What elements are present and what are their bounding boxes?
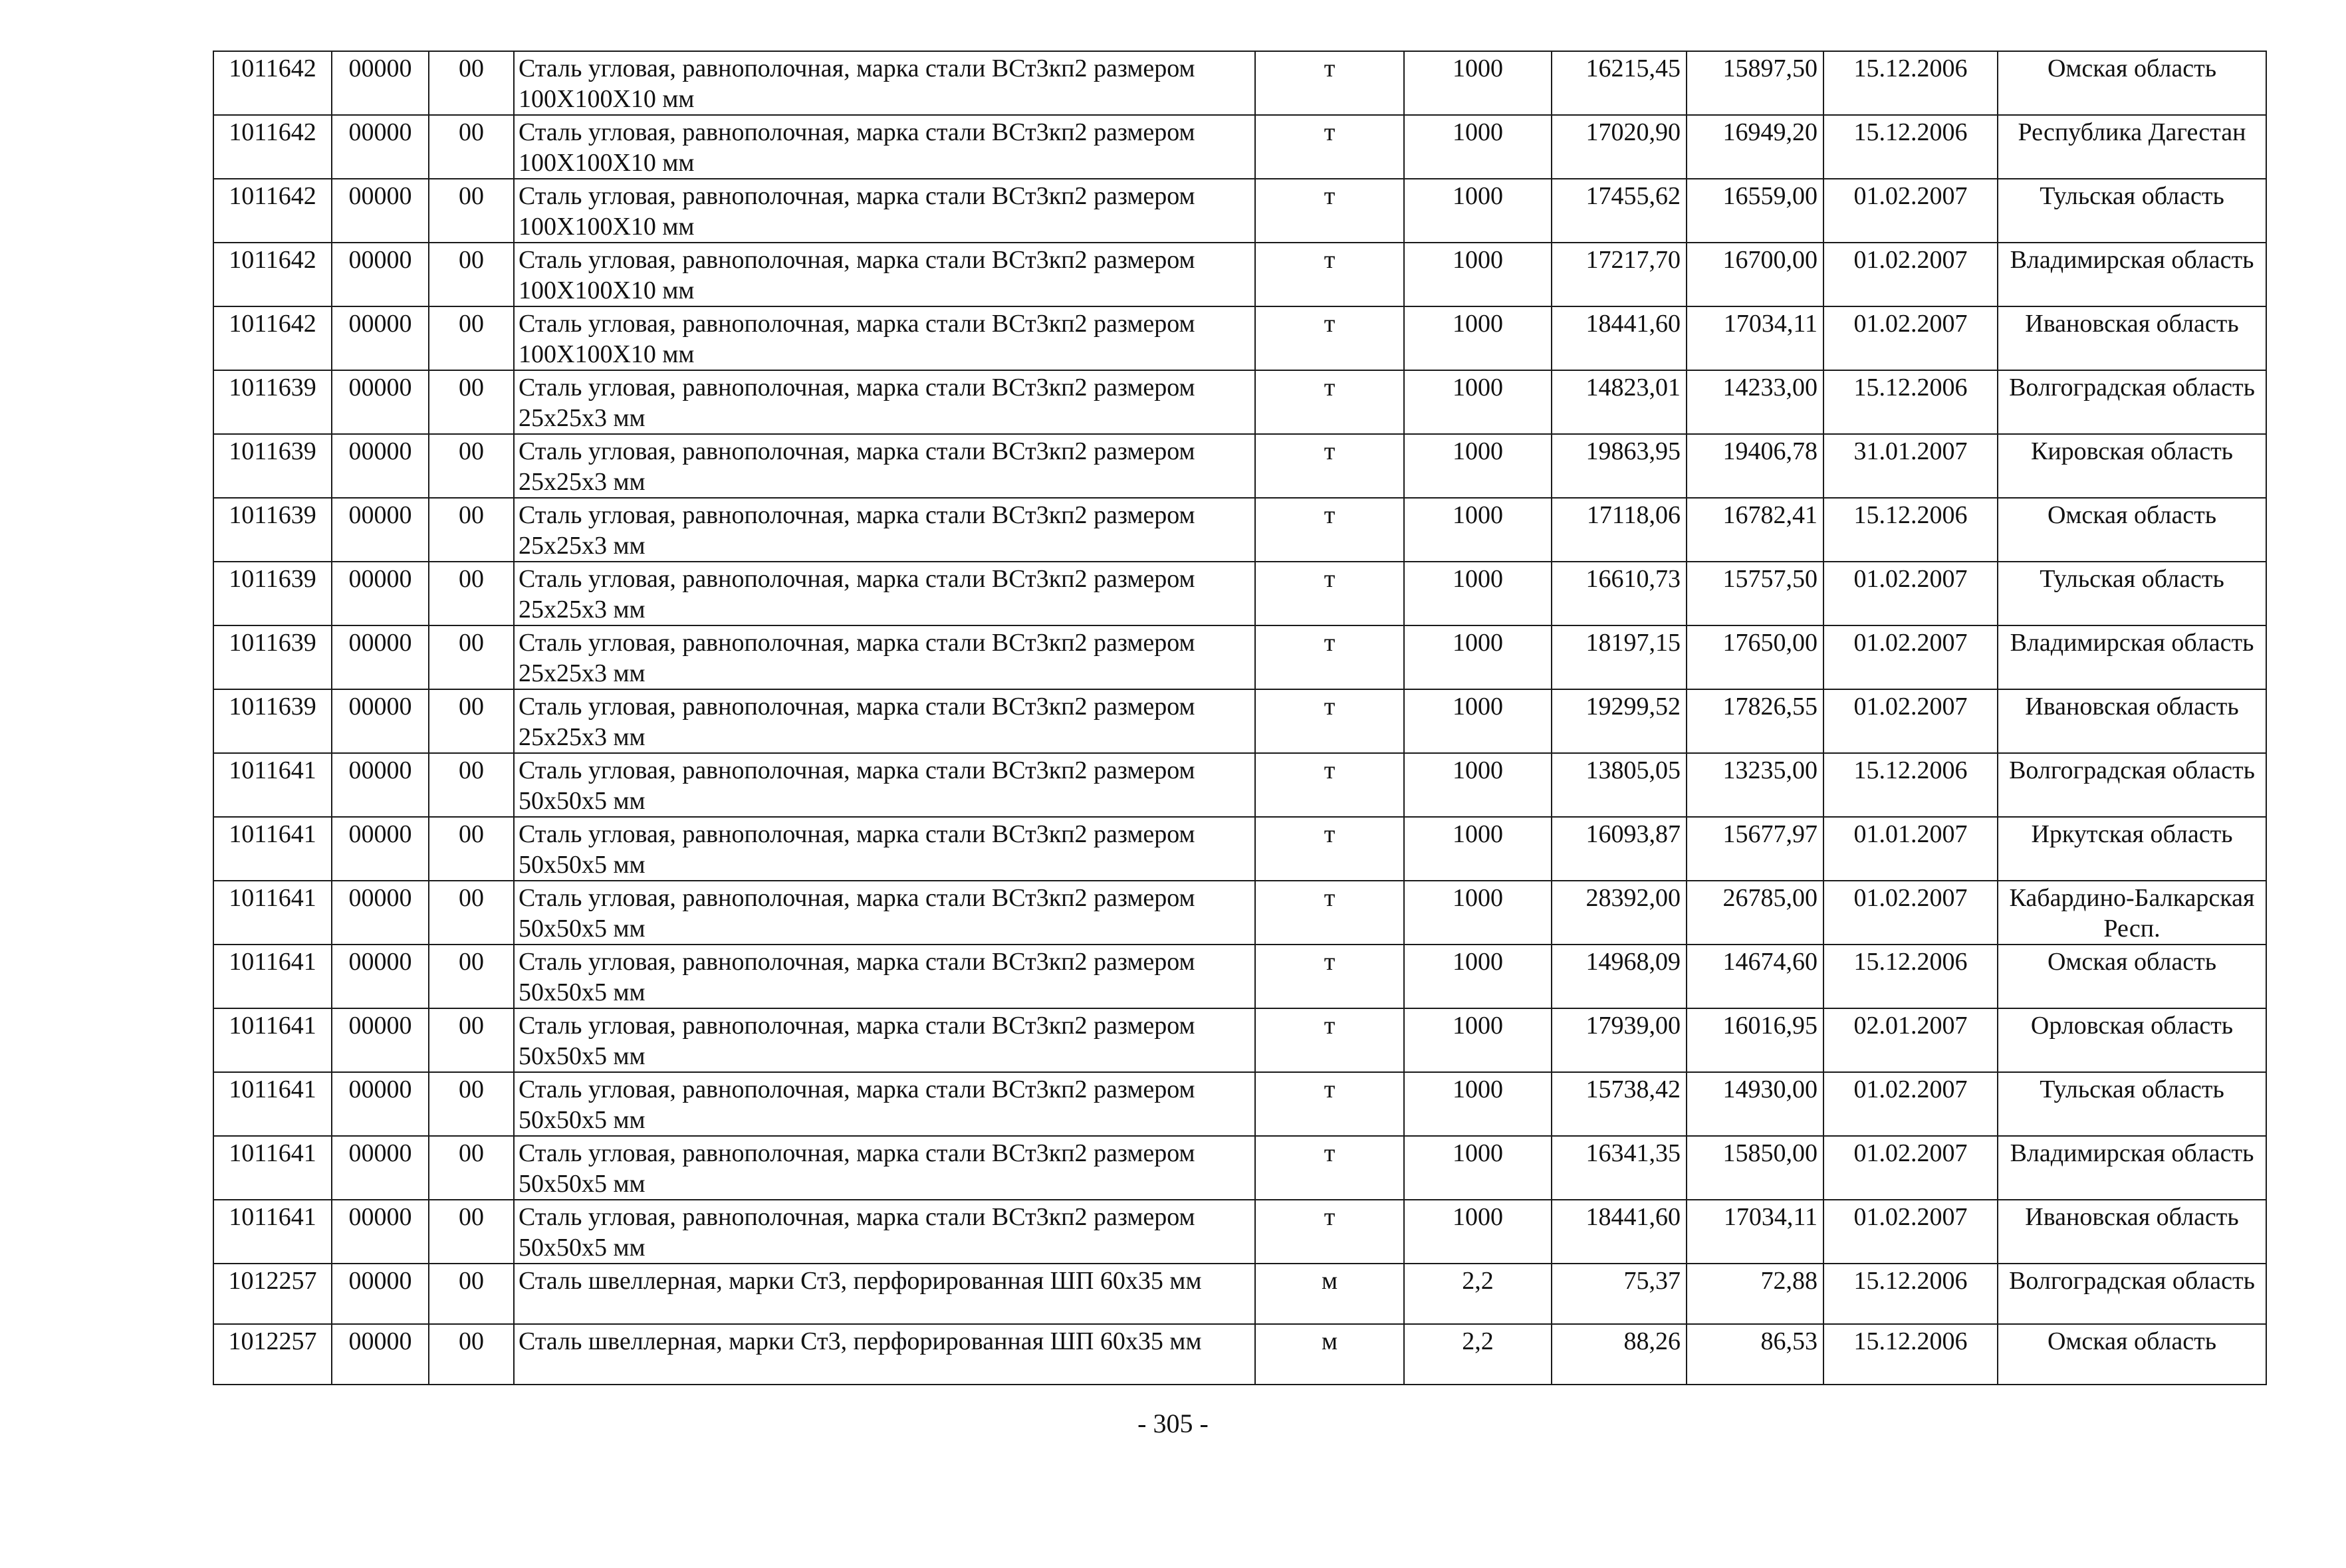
cell-price-2: 86,53 — [1687, 1324, 1823, 1385]
cell-unit: т — [1255, 753, 1404, 817]
cell-price-1: 13805,05 — [1552, 753, 1687, 817]
cell-price-2: 14233,00 — [1687, 370, 1823, 434]
cell-unit: т — [1255, 562, 1404, 625]
cell-unit: т — [1255, 434, 1404, 498]
cell-quantity: 2,2 — [1404, 1264, 1552, 1324]
cell-code: 1011639 — [213, 689, 332, 753]
cell-price-1: 17939,00 — [1552, 1008, 1687, 1072]
cell-subcode: 00000 — [332, 689, 429, 753]
table-row — [213, 1200, 2266, 1264]
cell-price-2: 15677,97 — [1687, 817, 1823, 881]
cell-price-2: 16949,20 — [1687, 115, 1823, 179]
cell-price-2: 17826,55 — [1687, 689, 1823, 753]
cell-quantity: 1000 — [1404, 689, 1552, 753]
cell-subcode-2: 00 — [429, 306, 514, 370]
cell-subcode-2: 00 — [429, 1072, 514, 1136]
cell-subcode: 00000 — [332, 817, 429, 881]
cell-code: 1011641 — [213, 1136, 332, 1200]
cell-subcode: 00000 — [332, 945, 429, 1008]
cell-price-2: 17034,11 — [1687, 1200, 1823, 1264]
cell-subcode: 00000 — [332, 881, 429, 945]
cell-subcode: 00000 — [332, 1136, 429, 1200]
cell-quantity: 1000 — [1404, 625, 1552, 689]
cell-code: 1011641 — [213, 1008, 332, 1072]
cell-subcode-2: 00 — [429, 1008, 514, 1072]
cell-price-2: 15897,50 — [1687, 51, 1823, 115]
cell-region: Республика Дагестан — [1998, 115, 2266, 179]
cell-quantity: 1000 — [1404, 1136, 1552, 1200]
cell-unit: т — [1255, 689, 1404, 753]
cell-material-name: Сталь угловая, равнополочная, марка стали ВСт3кп2 размером 50х50х5 мм — [514, 1008, 1255, 1072]
cell-region: Омская область — [1998, 945, 2266, 1008]
cell-price-1: 16341,35 — [1552, 1136, 1687, 1200]
table-body — [213, 51, 2266, 1385]
cell-subcode-2: 00 — [429, 689, 514, 753]
cell-subcode-2: 00 — [429, 945, 514, 1008]
cell-price-1: 28392,00 — [1552, 881, 1687, 945]
cell-quantity: 1000 — [1404, 1072, 1552, 1136]
cell-unit: м — [1255, 1324, 1404, 1385]
cell-subcode-2: 00 — [429, 1264, 514, 1324]
cell-date: 01.02.2007 — [1823, 562, 1998, 625]
cell-code: 1012257 — [213, 1324, 332, 1385]
cell-code: 1011641 — [213, 1200, 332, 1264]
cell-subcode: 00000 — [332, 753, 429, 817]
cell-subcode-2: 00 — [429, 1200, 514, 1264]
cell-subcode-2: 00 — [429, 1136, 514, 1200]
table-row — [213, 881, 2266, 945]
cell-price-2: 15850,00 — [1687, 1136, 1823, 1200]
cell-subcode: 00000 — [332, 498, 429, 562]
cell-code: 1011642 — [213, 243, 332, 306]
cell-material-name: Сталь угловая, равнополочная, марка стали ВСт3кп2 размером 50х50х5 мм — [514, 1200, 1255, 1264]
cell-price-1: 18197,15 — [1552, 625, 1687, 689]
cell-subcode: 00000 — [332, 1324, 429, 1385]
cell-price-2: 14930,00 — [1687, 1072, 1823, 1136]
cell-code: 1011641 — [213, 945, 332, 1008]
cell-price-1: 17455,62 — [1552, 179, 1687, 243]
table-row — [213, 51, 2266, 115]
cell-price-2: 16782,41 — [1687, 498, 1823, 562]
cell-price-1: 75,37 — [1552, 1264, 1687, 1324]
table-row — [213, 625, 2266, 689]
cell-unit: т — [1255, 498, 1404, 562]
cell-region: Владимирская область — [1998, 1136, 2266, 1200]
cell-subcode: 00000 — [332, 179, 429, 243]
cell-code: 1011642 — [213, 115, 332, 179]
cell-price-1: 16215,45 — [1552, 51, 1687, 115]
cell-price-1: 17118,06 — [1552, 498, 1687, 562]
cell-unit: т — [1255, 370, 1404, 434]
cell-subcode-2: 00 — [429, 498, 514, 562]
cell-code: 1011639 — [213, 625, 332, 689]
cell-price-1: 19299,52 — [1552, 689, 1687, 753]
cell-unit: т — [1255, 881, 1404, 945]
table-row — [213, 179, 2266, 243]
cell-unit: т — [1255, 179, 1404, 243]
price-table — [213, 51, 2267, 1385]
cell-subcode: 00000 — [332, 1072, 429, 1136]
cell-subcode-2: 00 — [429, 179, 514, 243]
cell-subcode: 00000 — [332, 306, 429, 370]
table-row — [213, 434, 2266, 498]
table-row — [213, 753, 2266, 817]
cell-price-1: 18441,60 — [1552, 1200, 1687, 1264]
cell-price-1: 16093,87 — [1552, 817, 1687, 881]
cell-region: Ивановская область — [1998, 306, 2266, 370]
cell-quantity: 1000 — [1404, 306, 1552, 370]
table-row — [213, 1324, 2266, 1385]
cell-region: Омская область — [1998, 51, 2266, 115]
cell-code: 1011639 — [213, 562, 332, 625]
cell-price-2: 26785,00 — [1687, 881, 1823, 945]
cell-region: Иркутская область — [1998, 817, 2266, 881]
cell-code: 1012257 — [213, 1264, 332, 1324]
cell-price-1: 16610,73 — [1552, 562, 1687, 625]
table-row — [213, 370, 2266, 434]
cell-price-1: 88,26 — [1552, 1324, 1687, 1385]
cell-price-1: 15738,42 — [1552, 1072, 1687, 1136]
cell-region: Кабардино-Балкарская Респ. — [1998, 881, 2266, 945]
cell-quantity: 1000 — [1404, 243, 1552, 306]
cell-price-2: 17034,11 — [1687, 306, 1823, 370]
cell-price-1: 17020,90 — [1552, 115, 1687, 179]
cell-date: 01.02.2007 — [1823, 881, 1998, 945]
cell-material-name: Сталь угловая, равнополочная, марка стали ВСт3кп2 размером 50х50х5 мм — [514, 1072, 1255, 1136]
cell-region: Тульская область — [1998, 1072, 2266, 1136]
cell-quantity: 1000 — [1404, 753, 1552, 817]
cell-region: Тульская область — [1998, 562, 2266, 625]
cell-region: Тульская область — [1998, 179, 2266, 243]
cell-code: 1011639 — [213, 434, 332, 498]
cell-date: 01.02.2007 — [1823, 689, 1998, 753]
cell-subcode-2: 00 — [429, 115, 514, 179]
table-row — [213, 1136, 2266, 1200]
cell-material-name: Сталь угловая, равнополочная, марка стали ВСт3кп2 размером 50х50х5 мм — [514, 817, 1255, 881]
table-row — [213, 562, 2266, 625]
cell-quantity: 1000 — [1404, 1008, 1552, 1072]
cell-code: 1011639 — [213, 498, 332, 562]
cell-region: Омская область — [1998, 1324, 2266, 1385]
cell-unit: т — [1255, 115, 1404, 179]
cell-date: 15.12.2006 — [1823, 498, 1998, 562]
cell-subcode: 00000 — [332, 51, 429, 115]
cell-material-name: Сталь угловая, равнополочная, марка стали ВСт3кп2 размером 100Х100Х10 мм — [514, 179, 1255, 243]
cell-unit: т — [1255, 1072, 1404, 1136]
table-row — [213, 1264, 2266, 1324]
cell-region: Ивановская область — [1998, 1200, 2266, 1264]
cell-subcode-2: 00 — [429, 625, 514, 689]
cell-material-name: Сталь угловая, равнополочная, марка стали ВСт3кп2 размером 25х25х3 мм — [514, 689, 1255, 753]
cell-price-2: 16016,95 — [1687, 1008, 1823, 1072]
table-row — [213, 1072, 2266, 1136]
cell-date: 15.12.2006 — [1823, 945, 1998, 1008]
cell-quantity: 1000 — [1404, 562, 1552, 625]
cell-code: 1011639 — [213, 370, 332, 434]
cell-date: 15.12.2006 — [1823, 1264, 1998, 1324]
cell-date: 31.01.2007 — [1823, 434, 1998, 498]
cell-subcode: 00000 — [332, 115, 429, 179]
cell-material-name: Сталь угловая, равнополочная, марка стали ВСт3кп2 размером 50х50х5 мм — [514, 881, 1255, 945]
cell-unit: т — [1255, 1136, 1404, 1200]
cell-subcode-2: 00 — [429, 243, 514, 306]
cell-region: Кировская область — [1998, 434, 2266, 498]
cell-subcode: 00000 — [332, 1008, 429, 1072]
cell-unit: т — [1255, 1200, 1404, 1264]
cell-price-2: 15757,50 — [1687, 562, 1823, 625]
cell-unit: т — [1255, 625, 1404, 689]
cell-material-name: Сталь швеллерная, марки Ст3, перфорированная ШП 60х35 мм — [514, 1324, 1255, 1385]
cell-code: 1011641 — [213, 1072, 332, 1136]
cell-region: Владимирская область — [1998, 243, 2266, 306]
cell-unit: м — [1255, 1264, 1404, 1324]
cell-code: 1011641 — [213, 881, 332, 945]
cell-region: Омская область — [1998, 498, 2266, 562]
cell-material-name: Сталь угловая, равнополочная, марка стали ВСт3кп2 размером 25х25х3 мм — [514, 434, 1255, 498]
cell-date: 01.02.2007 — [1823, 625, 1998, 689]
cell-quantity: 1000 — [1404, 179, 1552, 243]
cell-material-name: Сталь угловая, равнополочная, марка стали ВСт3кп2 размером 100Х100Х10 мм — [514, 115, 1255, 179]
cell-date: 01.02.2007 — [1823, 179, 1998, 243]
cell-price-2: 13235,00 — [1687, 753, 1823, 817]
cell-subcode: 00000 — [332, 1264, 429, 1324]
cell-price-2: 17650,00 — [1687, 625, 1823, 689]
cell-quantity: 1000 — [1404, 498, 1552, 562]
cell-quantity: 1000 — [1404, 115, 1552, 179]
cell-region: Волгоградская область — [1998, 753, 2266, 817]
cell-region: Владимирская область — [1998, 625, 2266, 689]
cell-date: 01.01.2007 — [1823, 817, 1998, 881]
table-row — [213, 498, 2266, 562]
cell-code: 1011642 — [213, 179, 332, 243]
table-row — [213, 115, 2266, 179]
table-row — [213, 243, 2266, 306]
cell-price-1: 14823,01 — [1552, 370, 1687, 434]
cell-price-1: 17217,70 — [1552, 243, 1687, 306]
cell-unit: т — [1255, 1008, 1404, 1072]
cell-date: 02.01.2007 — [1823, 1008, 1998, 1072]
cell-material-name: Сталь угловая, равнополочная, марка стали ВСт3кп2 размером 100Х100Х10 мм — [514, 51, 1255, 115]
cell-region: Волгоградская область — [1998, 1264, 2266, 1324]
cell-code: 1011641 — [213, 753, 332, 817]
cell-material-name: Сталь угловая, равнополочная, марка стали ВСт3кп2 размером 100Х100Х10 мм — [514, 243, 1255, 306]
cell-price-2: 16700,00 — [1687, 243, 1823, 306]
cell-code: 1011642 — [213, 51, 332, 115]
cell-material-name: Сталь угловая, равнополочная, марка стали ВСт3кп2 размером 50х50х5 мм — [514, 945, 1255, 1008]
table-row — [213, 817, 2266, 881]
cell-subcode-2: 00 — [429, 562, 514, 625]
cell-material-name: Сталь швеллерная, марки Ст3, перфорированная ШП 60х35 мм — [514, 1264, 1255, 1324]
cell-material-name: Сталь угловая, равнополочная, марка стали ВСт3кп2 размером 25х25х3 мм — [514, 370, 1255, 434]
cell-subcode: 00000 — [332, 625, 429, 689]
cell-quantity: 1000 — [1404, 881, 1552, 945]
cell-date: 01.02.2007 — [1823, 243, 1998, 306]
cell-subcode: 00000 — [332, 562, 429, 625]
cell-date: 15.12.2006 — [1823, 51, 1998, 115]
cell-quantity: 1000 — [1404, 945, 1552, 1008]
cell-price-1: 14968,09 — [1552, 945, 1687, 1008]
cell-unit: т — [1255, 51, 1404, 115]
cell-date: 15.12.2006 — [1823, 115, 1998, 179]
cell-unit: т — [1255, 817, 1404, 881]
cell-material-name: Сталь угловая, равнополочная, марка стали ВСт3кп2 размером 50х50х5 мм — [514, 1136, 1255, 1200]
table-row — [213, 1008, 2266, 1072]
cell-price-2: 19406,78 — [1687, 434, 1823, 498]
cell-unit: т — [1255, 243, 1404, 306]
cell-region: Орловская область — [1998, 1008, 2266, 1072]
cell-material-name: Сталь угловая, равнополочная, марка стали ВСт3кп2 размером 100Х100Х10 мм — [514, 306, 1255, 370]
table-row — [213, 689, 2266, 753]
cell-date: 01.02.2007 — [1823, 1072, 1998, 1136]
cell-subcode-2: 00 — [429, 753, 514, 817]
cell-code: 1011641 — [213, 817, 332, 881]
cell-date: 15.12.2006 — [1823, 753, 1998, 817]
cell-material-name: Сталь угловая, равнополочная, марка стали ВСт3кп2 размером 25х25х3 мм — [514, 625, 1255, 689]
table-row — [213, 306, 2266, 370]
cell-subcode-2: 00 — [429, 881, 514, 945]
cell-price-1: 18441,60 — [1552, 306, 1687, 370]
cell-unit: т — [1255, 945, 1404, 1008]
cell-date: 01.02.2007 — [1823, 306, 1998, 370]
cell-date: 15.12.2006 — [1823, 370, 1998, 434]
cell-price-2: 16559,00 — [1687, 179, 1823, 243]
cell-unit: т — [1255, 306, 1404, 370]
cell-region: Волгоградская область — [1998, 370, 2266, 434]
cell-quantity: 1000 — [1404, 51, 1552, 115]
cell-subcode: 00000 — [332, 370, 429, 434]
cell-date: 15.12.2006 — [1823, 1324, 1998, 1385]
cell-price-2: 72,88 — [1687, 1264, 1823, 1324]
cell-material-name: Сталь угловая, равнополочная, марка стали ВСт3кп2 размером 25х25х3 мм — [514, 498, 1255, 562]
cell-quantity: 1000 — [1404, 817, 1552, 881]
cell-date: 01.02.2007 — [1823, 1136, 1998, 1200]
cell-subcode-2: 00 — [429, 370, 514, 434]
cell-subcode: 00000 — [332, 434, 429, 498]
cell-material-name: Сталь угловая, равнополочная, марка стали ВСт3кп2 размером 25х25х3 мм — [514, 562, 1255, 625]
cell-subcode: 00000 — [332, 243, 429, 306]
cell-region: Ивановская область — [1998, 689, 2266, 753]
cell-material-name: Сталь угловая, равнополочная, марка стали ВСт3кп2 размером 50х50х5 мм — [514, 753, 1255, 817]
cell-quantity: 1000 — [1404, 370, 1552, 434]
cell-subcode-2: 00 — [429, 434, 514, 498]
cell-subcode-2: 00 — [429, 1324, 514, 1385]
cell-price-2: 14674,60 — [1687, 945, 1823, 1008]
page-number: - 305 - — [1137, 1408, 1209, 1438]
cell-date: 01.02.2007 — [1823, 1200, 1998, 1264]
cell-quantity: 1000 — [1404, 1200, 1552, 1264]
cell-subcode-2: 00 — [429, 817, 514, 881]
cell-quantity: 1000 — [1404, 434, 1552, 498]
cell-subcode: 00000 — [332, 1200, 429, 1264]
cell-price-1: 19863,95 — [1552, 434, 1687, 498]
cell-quantity: 2,2 — [1404, 1324, 1552, 1385]
cell-code: 1011642 — [213, 306, 332, 370]
table-row — [213, 945, 2266, 1008]
cell-subcode-2: 00 — [429, 51, 514, 115]
